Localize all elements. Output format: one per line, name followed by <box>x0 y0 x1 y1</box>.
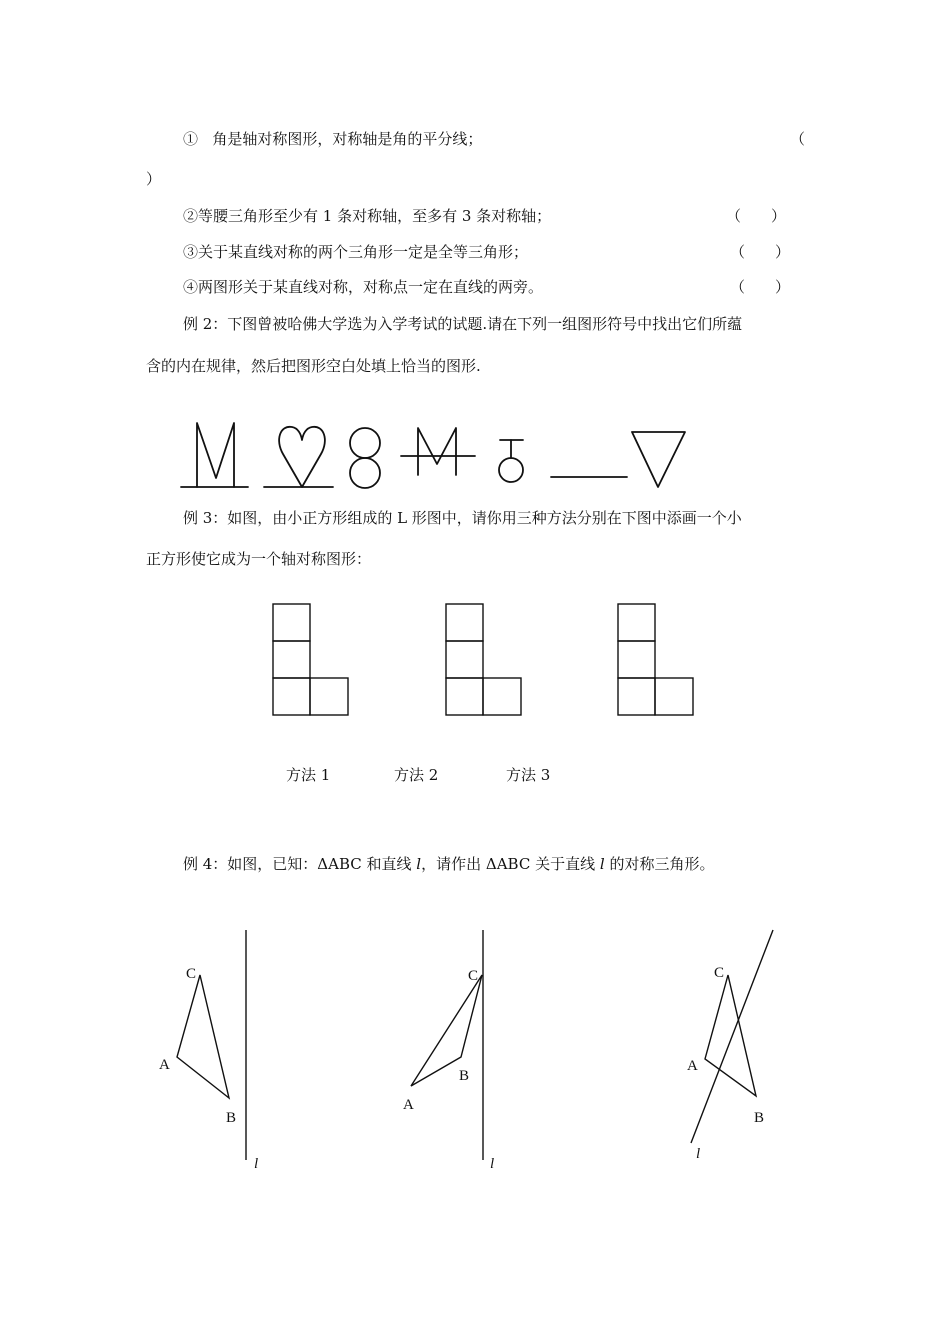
statement-4 <box>183 276 543 297</box>
vertex-a-label: A <box>687 1058 698 1074</box>
statement-text: 关于某直线对称的两个三角形一定是全等三角形； <box>198 243 529 261</box>
answer-paren: （ ） <box>726 207 787 225</box>
statement-number: ② <box>183 207 199 225</box>
answer-paren: （ ） <box>730 243 791 261</box>
symbol-circle-t <box>499 440 523 482</box>
statement-number: ① <box>183 130 199 148</box>
vertex-b-label: B <box>754 1110 765 1126</box>
triangle-abc-3 <box>705 975 756 1096</box>
example-3-line-1: 例 3：如图，由小正方形组成的 L 形图中，请你用三种方法分别在下图中添画一个小 <box>183 509 742 527</box>
example-3-line-2: 正方形使它成为一个轴对称图形： <box>146 550 372 568</box>
answer-paren-open: （ <box>790 130 806 148</box>
statement-text: 等腰三角形至少有 1 条对称轴，至多有 3 条对称轴； <box>198 207 552 225</box>
method-3-label: 方法 3 <box>506 766 551 784</box>
line-l-label: l <box>254 1156 259 1172</box>
statement-number: ③ <box>183 243 199 261</box>
vertex-c-label: C <box>714 965 725 981</box>
line-l-label: l <box>696 1146 701 1162</box>
example-2-line-1: 例 2：下图曾被哈佛大学选为入学考试的试题.请在下列一组图形符号中找出它们所蕴 <box>183 315 743 333</box>
line-l-label: l <box>490 1156 495 1172</box>
example-4-suffix: 的对称三角形。 <box>604 855 715 873</box>
l-shape-method-1 <box>273 604 348 715</box>
statement-3 <box>183 241 528 262</box>
statement-number: ④ <box>183 278 199 296</box>
statement-1 <box>183 128 482 149</box>
symbol-m-mirrored <box>181 423 248 487</box>
vertex-b-label: B <box>226 1110 237 1126</box>
example-4-prefix: 例 4：如图，已知：ΔABC 和直线 <box>183 855 417 873</box>
vertex-b-label: B <box>459 1068 470 1084</box>
example-4-middle: ，请作出 ΔABC 关于直线 <box>421 855 600 873</box>
answer-paren: （ ） <box>730 278 791 296</box>
vertex-a-label: A <box>403 1097 414 1113</box>
symbol-eight-mirrored <box>350 428 380 488</box>
statement-text: 角是轴对称图形，对称轴是角的平分线； <box>212 130 483 148</box>
method-1-label: 方法 1 <box>286 766 331 784</box>
l-shape-method-2 <box>446 604 521 715</box>
triangle-abc-2 <box>411 975 482 1086</box>
symbol-inverted-triangle <box>632 432 685 487</box>
statement-2 <box>183 205 551 226</box>
example-4-text <box>183 853 714 874</box>
vertex-c-label: C <box>468 968 479 984</box>
symbol-heart-mirrored <box>264 427 333 487</box>
triangle-abc-1 <box>177 975 229 1098</box>
symbol-m-crossed <box>401 428 475 475</box>
vertex-a-label: A <box>159 1057 170 1073</box>
answer-paren-close: ） <box>146 170 162 188</box>
method-2-label: 方法 2 <box>394 766 439 784</box>
line-l-symbol: l <box>599 855 605 873</box>
vertex-c-label: C <box>186 966 197 982</box>
l-shape-method-3 <box>618 604 693 715</box>
line-l-symbol: l <box>416 855 422 873</box>
example-2-line-2: 含的内在规律，然后把图形空白处填上恰当的图形. <box>146 357 481 375</box>
statement-text: 两图形关于某直线对称，对称点一定在直线的两旁。 <box>198 278 544 296</box>
